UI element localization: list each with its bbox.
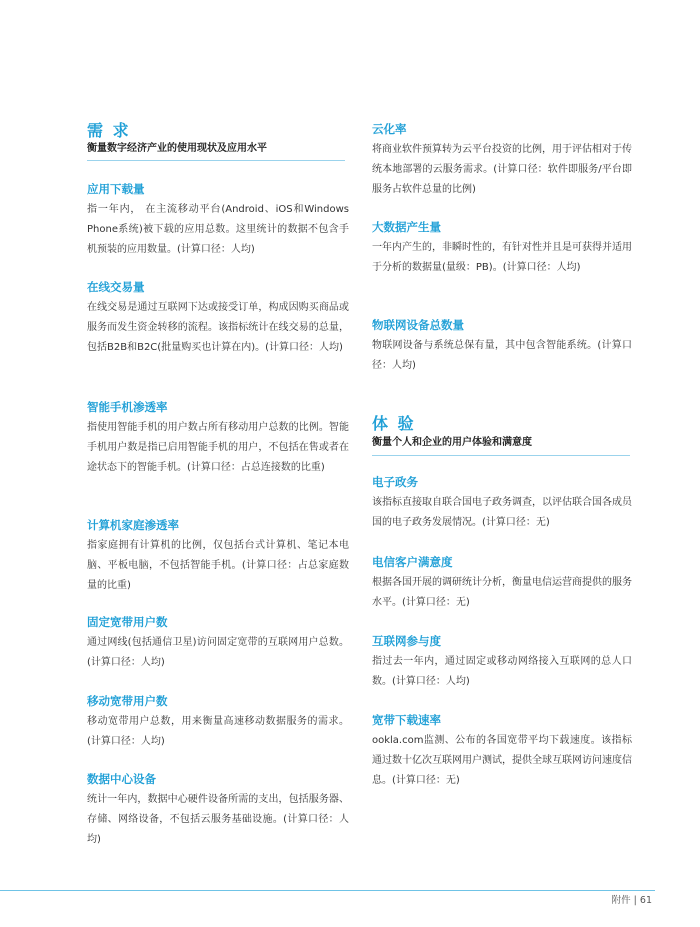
item-title: 宽带下载速率 xyxy=(372,713,441,727)
item-title: 智能手机渗透率 xyxy=(87,400,168,414)
item-iot-devices-total xyxy=(372,317,632,376)
item-body: 根据各国开展的调研统计分析，衡量电信运营商提供的服务水平。(计算口径：无) xyxy=(372,577,632,608)
footer-divider xyxy=(0,890,655,891)
item-title: 电信客户满意度 xyxy=(372,555,453,569)
item-title: 在线交易量 xyxy=(87,280,145,294)
item-title: 固定宽带用户数 xyxy=(87,615,168,629)
item-data-center-equipment xyxy=(87,771,349,850)
item-title: 应用下载量 xyxy=(87,182,145,196)
item-body: ookla.com监测、公布的各国宽带平均下载速度。该指标通过数十亿次互联网用户测试，提供全球互联网访问速度信息。(计算口径：无) xyxy=(372,735,632,786)
item-title: 互联网参与度 xyxy=(372,634,441,648)
item-title: 物联网设备总数量 xyxy=(372,318,464,332)
item-title: 电子政务 xyxy=(372,475,418,489)
item-title: 移动宽带用户数 xyxy=(87,694,168,708)
item-title: 云化率 xyxy=(372,122,407,136)
item-app-downloads xyxy=(87,181,349,260)
section-title-demand: 需 求 xyxy=(87,121,131,140)
item-title: 计算机家庭渗透率 xyxy=(87,518,179,532)
item-body: 移动宽带用户总数，用来衡量高速移动数据服务的需求。(计算口径：人均) xyxy=(87,716,349,747)
item-internet-participation xyxy=(372,633,632,692)
item-broadband-download-speed xyxy=(372,712,632,791)
item-big-data-volume xyxy=(372,219,632,278)
item-body: 统计一年内，数据中心硬件设备所需的支出，包括服务器、存储、网络设备，不包括云服务基础设施。(计算口径：人均) xyxy=(87,794,349,845)
item-body: 将商业软件预算转为云平台投资的比例，用于评估相对于传统本地部署的云服务需求。(计算口径：软件即服务/平台即服务占软件总量的比例) xyxy=(372,144,632,195)
item-body: 指家庭拥有计算机的比例，仅包括台式计算机、笔记本电脑、平板电脑，不包括智能手机。(计算口径：占总家庭数量的比重) xyxy=(87,540,349,591)
section-divider xyxy=(87,160,345,161)
item-body: 一年内产生的，非瞬时性的，有针对性并且是可获得并适用于分析的数据量(量级：PB)。(计算口径：人均) xyxy=(372,242,632,273)
item-body: 该指标直接取自联合国电子政务调查，以评估联合国各成员国的电子政务发展情况。(计算口径：无) xyxy=(372,497,632,528)
page-footer: 附件 | 61 xyxy=(611,895,652,906)
item-fixed-broadband-users xyxy=(87,614,349,673)
section-subtitle-demand: 衡量数字经济产业的使用现状及应用水平 xyxy=(87,143,267,154)
item-body: 指一年内， 在主流移动平台(Android、iOS和Windows Phone系统)被下载的应用总数。这里统计的数据不包含手机预装的应用数量。(计算口径：人均) xyxy=(87,204,349,255)
item-smartphone-penetration xyxy=(87,399,349,478)
item-title: 数据中心设备 xyxy=(87,772,156,786)
item-body: 指过去一年内，通过固定或移动网络接入互联网的总人口数。(计算口径：人均) xyxy=(372,656,632,687)
item-body: 通过网线(包括通信卫星)访问固定宽带的互联网用户总数。(计算口径：人均) xyxy=(87,637,349,668)
item-telecom-customer-satisfaction xyxy=(372,554,632,613)
item-body: 在线交易是通过互联网下达或接受订单，构成因购买商品或服务而发生资金转移的流程。该指标统计在线交易的总量，包括B2B和B2C(批量购买也计算在内)。(计算口径：人均) xyxy=(87,302,349,353)
item-title: 大数据产生量 xyxy=(372,220,441,234)
section-title-experience: 体 验 xyxy=(372,414,416,433)
item-body: 指使用智能手机的用户数占所有移动用户总数的比例。智能手机用户数是指已启用智能手机的用户，不包括在售或者在途状态下的智能手机。(计算口径：占总连接数的比重) xyxy=(87,422,349,473)
section-divider xyxy=(372,455,630,456)
section-subtitle-experience: 衡量个人和企业的用户体验和满意度 xyxy=(372,437,532,448)
item-mobile-broadband-users xyxy=(87,693,349,752)
item-computer-household-penetration xyxy=(87,517,349,596)
item-e-government xyxy=(372,474,632,533)
item-body: 物联网设备与系统总保有量，其中包含智能系统。(计算口径：人均) xyxy=(372,340,632,371)
item-online-transactions xyxy=(87,279,349,358)
item-cloud-adoption-rate xyxy=(372,121,632,200)
